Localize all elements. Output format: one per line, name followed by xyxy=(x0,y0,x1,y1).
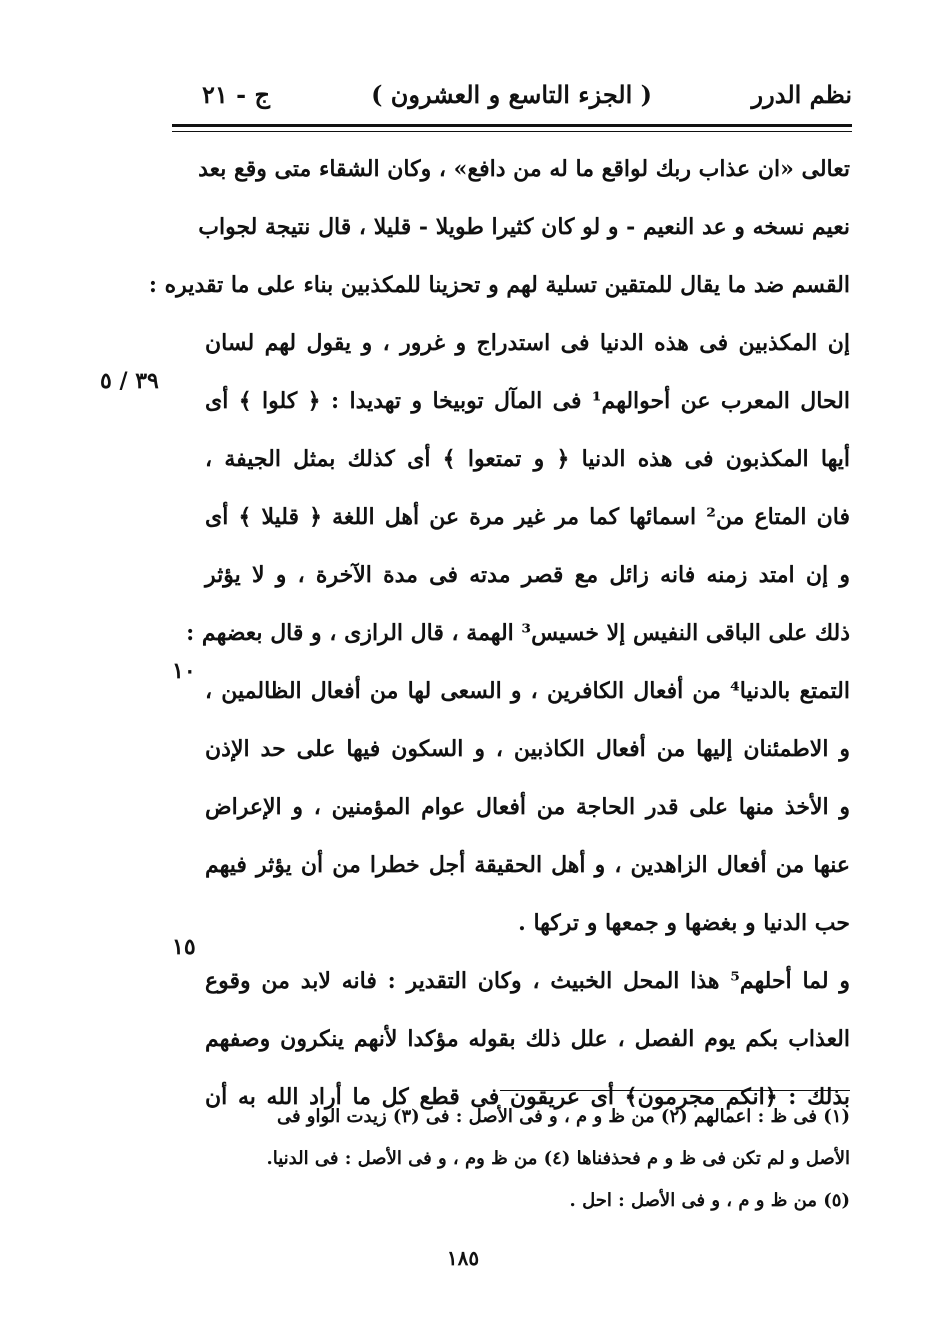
volume-number: ج - ٢١ xyxy=(202,80,270,109)
line-number-10: ١٠ xyxy=(172,658,196,684)
footnotes xyxy=(205,1096,850,1222)
book-title: نظم الدرر xyxy=(751,80,852,109)
text-line: و إن امتد زمنه فانه زائل مع قصر مدته فى مدة الآخرة ، و لا يؤثر xyxy=(205,562,850,588)
text-line: فان المتاع من² اسمائها كما مر غير مرة عن أهل اللغة ﴿ قليلا ﴾ أى xyxy=(205,504,850,530)
text-line: إن المكذبين فى هذه الدنيا فى استدراج و غرور ، و يقول لهم لسان xyxy=(205,330,850,356)
text-line: التمتع بالدنيا⁴ من أفعال الكافرين ، و السعى لها من أفعال الظالمين ، xyxy=(205,678,850,704)
verse-reference: ٣٩ / ٥ xyxy=(100,368,159,394)
page-number: ١٨٥ xyxy=(446,1246,480,1270)
header-rule-thin xyxy=(172,131,852,132)
text-line: و الأخذ منها على قدر الحاجة من أفعال عوام المؤمنين ، و الإعراض xyxy=(205,794,850,820)
part-title: ( الجزء التاسع و العشرون ) xyxy=(371,80,652,109)
text-line: بذلك : ﴿انكم مجرمون﴾ أى عريقون فى قطع كل ما أراد الله به أن xyxy=(205,1084,851,1110)
running-header xyxy=(172,76,852,116)
footnote-line: الأصل و لم تكن فى ظ و م فحذفناها (٤) من ظ وم ، و فى الأصل : فى الدنيا. xyxy=(266,1148,850,1169)
text-line: حب الدنيا و بغضها و جمعها و تركها . xyxy=(518,910,850,936)
text-line: و الاطمئنان إليها من أفعال الكاذبين ، و السكون فيها على حد الإذن xyxy=(205,736,850,762)
text-line: عنها من أفعال الزاهدين ، و أهل الحقيقة أجل خطرا من أن يؤثر فيهم xyxy=(205,852,850,878)
footnote-line: (٥) من ظ و م ، و فى الأصل : احل . xyxy=(569,1190,850,1211)
text-line: الحال المعرب عن أحوالهم¹ فى المآل توبيخا و تهديدا : ﴿ كلوا ﴾ أى xyxy=(205,388,850,414)
footnote-line: (١) فى ظ : اعمالهم (٢) من ظ و م ، و فى الأصل : فى (٣) زيدت الواو فى xyxy=(276,1106,850,1127)
text-line: العذاب بكم يوم الفصل ، علل ذلك بقوله مؤكدا لأنهم ينكرون وصفهم xyxy=(205,1026,850,1052)
text-line: و لما أحلهم⁵ هذا المحل الخبيث ، وكان التقدير : فانه لابد من وقوع xyxy=(205,968,850,994)
text-line: ذلك على الباقى النفيس إلا خسيس³ الهمة ، قال الرازى ، و قال بعضهم : xyxy=(186,620,850,646)
footnote-rule xyxy=(500,1090,850,1091)
line-number-15: ١٥ xyxy=(172,934,196,960)
text-line: تعالى «ان عذاب ربك لواقع ما له من دافع» ، وكان الشقاء متى وقع بعد xyxy=(198,156,850,182)
text-line: نعيم نسخه و عد النعيم - و لو كان كثيرا طويلا - قليلا ، قال نتيجة لجواب xyxy=(198,214,850,240)
text-line: القسم ضد ما يقال للمتقين تسلية لهم و تحزينا للمكذبين بناء على ما تقديره : xyxy=(148,272,850,298)
header-rule-thick xyxy=(172,124,852,127)
text-line: أيها المكذبون فى هذه الدنيا ﴿ و تمتعوا ﴾ أى كذلك بمثل الجيفة ، xyxy=(205,446,850,472)
